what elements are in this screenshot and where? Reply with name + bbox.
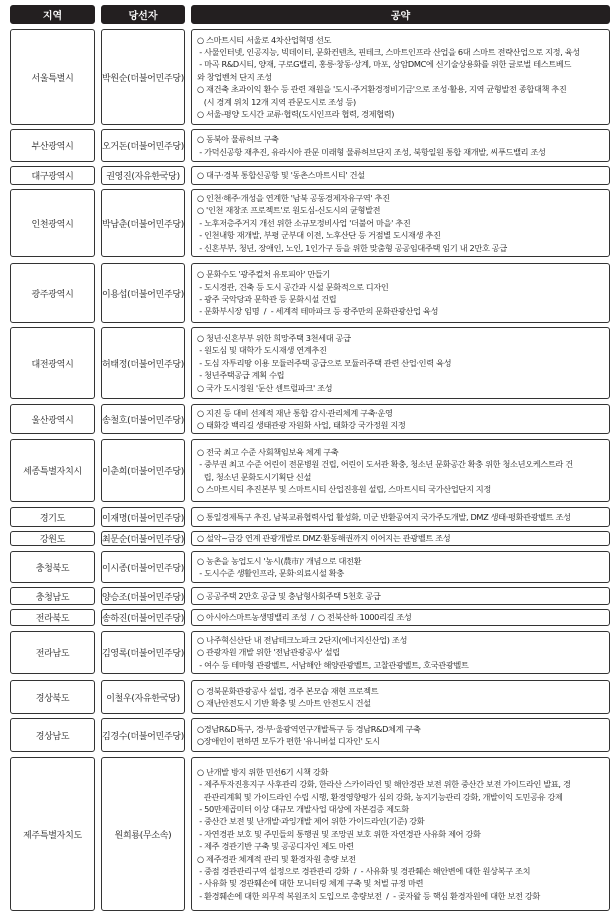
winner-cell: 송하진(더불어민주당) (101, 609, 185, 626)
table-row (10, 404, 610, 434)
pledge-cell (191, 166, 610, 185)
pledge-item: ○ 문화수도 '광주컬처 유토피아' 만들기 (197, 269, 330, 280)
region-cell: 충청남도 (10, 587, 95, 605)
pledge-item: ○ 통일경제특구 추진, 남북교류협력사업 활성화, 미군 반환공여지 국가주도개발, DMZ 생태·평화관광벨트 조성 (197, 511, 571, 522)
pledge-item: ○ 재난안전도시 기반 확충 및 스마트 안전도시 건설 (197, 698, 371, 708)
pledge-subitem: (시 경계 위치 12개 지역 관문도시로 조성 등) (197, 96, 356, 107)
pledge-item: ○ 제주경관 체계적 관리 및 환경자원 총량 보전 (197, 853, 356, 864)
pledge-cell (191, 327, 610, 399)
table-row (10, 439, 610, 502)
winner-cell: 김경수(더불어민주당) (101, 718, 185, 752)
header-pledges: 공약 (191, 5, 610, 24)
pledge-subitem: - 제주 경관기반 구축 및 공공디자인 제도 마련 (197, 841, 354, 852)
pledge-item: ○ 경북문화관광공사 설립, 경주 본모습 재현 프로젝트 (197, 685, 379, 696)
pledge-subitem: - 광주 국악당과 문학관 등 문화시설 건립 (197, 294, 337, 304)
pledge-cell (191, 680, 610, 714)
winner-cell: 이춘희(더불어민주당) (101, 439, 185, 502)
table-row (10, 327, 610, 399)
region-cell: 대전광역시 (10, 327, 95, 399)
pledge-subitem: - 중부권 최고 수준 어린이 전문병원 건립, 어린이 도서관 확충, 청소년 문화공간 확충 위한 청소년오케스트라 건 (197, 459, 573, 470)
region-cell: 경기도 (10, 507, 95, 527)
pledge-cell (191, 609, 610, 626)
pledge-subitem: - 노후저층주거지 개선 위한 소규모정비사업 '더불어 마을' 추진 (197, 217, 411, 228)
winner-cell: 박원순(더불어민주당) (101, 29, 185, 125)
table-row (10, 757, 610, 911)
pledge-item: ○ 서울-평양 도시간 교류·협력(도시인프라 협력, 경제협력) (197, 109, 395, 120)
winner-cell: 이용섭(더불어민주당) (101, 263, 185, 323)
region-cell: 경상남도 (10, 718, 95, 752)
pledge-cell (191, 29, 610, 125)
region-cell: 서울특별시 (10, 29, 95, 125)
pledge-item: ○ 농촌을 농업도시 '농시(農市)' 개념으로 대전환 (197, 555, 362, 566)
table-row (10, 609, 610, 626)
table-row (10, 166, 610, 185)
pledge-cell (191, 757, 610, 911)
region-cell: 광주광역시 (10, 263, 95, 323)
region-cell: 경상북도 (10, 680, 95, 714)
pledge-subitem: - 청년주택공급 계획 수립 (197, 370, 285, 381)
pledge-item: ○경남R&D특구, 경·부·울광역연구개발특구 등 경남R&D체계 구축 (197, 723, 421, 734)
table-row (10, 551, 610, 583)
winner-cell: 최문순(더불어민주당) (101, 531, 185, 546)
pledge-subitem: - 도시수준 생활인프라, 문화·의료시설 확충 (197, 568, 344, 578)
pledge-item: ○ 재건축 초과이익 환수 등 관련 재원을 '도시·주거환경정비기금'으로 조성·활용, 지역 균형발전 종합대책 추진 (197, 84, 567, 95)
pledge-cell (191, 263, 610, 323)
region-cell: 울산광역시 (10, 404, 95, 434)
winner-cell: 박남춘(더불어민주당) (101, 189, 185, 257)
pledge-cell (191, 129, 610, 162)
pledge-subitem: - 문화부시장 임명 / - 세계적 테마파크 등 광주만의 문화관광산업 육성 (197, 306, 438, 317)
pledge-subitem: - 중산간 보전 및 난개발·과잉개발 제어 위한 가이드라인(기준) 강화 (197, 816, 425, 827)
header-winner: 당선자 (101, 5, 185, 24)
region-cell: 부산광역시 (10, 129, 95, 162)
winner-cell: 송철호(더불어민주당) (101, 404, 185, 434)
pledge-item: ○ 나주혁신산단 내 전남테크노파크 2단지(에너지신산업) 조성 (197, 634, 408, 645)
pledge-item: ○ 스마트시티 서울로 4차산업혁명 선도 (197, 34, 332, 45)
winner-cell: 이재명(더불어민주당) (101, 507, 185, 527)
pledge-cell (191, 404, 610, 434)
table-row (10, 129, 610, 162)
pledge-item: ○장애인이 편하면 모두가 편한 '유니버설 디자인' 도시 (197, 736, 380, 746)
pledge-cell (191, 507, 610, 527)
pledge-item: ○ 국가 도시정원 '둔산 센트럴파크' 조성 (197, 382, 333, 393)
winner-cell: 김영록(더불어민주당) (101, 631, 185, 674)
pledge-subitem: - 신혼부부, 청년, 장애인, 노인, 1인가구 등을 위한 맞춤형 공공임대주택 임기 내 2만호 공급 (197, 242, 507, 253)
pledge-subitem: - 도시경관, 건축 등 도시 공간과 시설 문화적으로 디자인 (197, 281, 389, 292)
pledge-subitem: - 여수 등 테마형 관광벨트, 서남해안 해양관광벨트, 고찰관광벨트, 호국관광벨트 (197, 659, 469, 670)
pledge-item: ○ 관광자원 개발 위한 '전남관광공사' 설립 (197, 647, 340, 658)
pledge-subitem: - 제주투자진흥지구 사후관리 강화, 한라산 스카이라인 및 해안경관 보전 위한 중산간 보전 가이드라인 발표, 경 (197, 779, 571, 790)
pledge-item: ○ 동북아 물류허브 구축 (197, 134, 279, 145)
pledge-subitem: 와 창업벤처 단지 조성 (197, 71, 272, 82)
winner-cell: 원희룡(무소속) (101, 757, 185, 911)
winner-cell: 양승조(더불어민주당) (101, 587, 185, 605)
table-row (10, 680, 610, 714)
pledge-item: ○ 전국 최고 수준 사회책임보육 체계 구축 (197, 446, 339, 457)
pledge-item: ○ 아시아스마트농생명밸리 조성 / ○ 전북산하 1000리길 조성 (197, 612, 412, 623)
region-cell: 제주특별자치도 (10, 757, 95, 911)
winner-cell: 허태정(더불어민주당) (101, 327, 185, 399)
pledge-cell (191, 551, 610, 583)
pledge-subitem: - 50만제곱미터 이상 대규모 개발사업 대상에 자본검증 제도화 (197, 803, 409, 814)
pledge-cell (191, 439, 610, 502)
table-row (10, 263, 610, 323)
region-cell: 강원도 (10, 531, 95, 546)
pledge-item: ○ 공공주택 2만호 공급 및 충남형사회주택 5천호 공급 (197, 590, 381, 601)
pledge-item: ○ '인천 재창조 프로젝트'로 원도심-신도시의 균형발전 (197, 205, 381, 216)
pledge-subitem: - 원도심 및 대학가 도시재생 연계추진 (197, 345, 327, 356)
pledge-cell (191, 189, 610, 257)
table-row (10, 507, 610, 527)
pledge-item: ○ 인천·해주·개성을 연계한 '남북 공동경제자유구역' 추진 (197, 192, 390, 203)
pledge-subitem: - 도심 자투리땅 이용 모듈러주택 공급으로 모듈러주택 관련 산업·인력 육성 (197, 357, 452, 368)
region-cell: 인천광역시 (10, 189, 95, 257)
pledge-cell (191, 631, 610, 674)
pledge-subitem: - 자연경관 보호 및 주민들의 통행권 및 조망권 보호 위한 자연경관 사유화 제어 강화 (197, 828, 481, 839)
pledge-subitem: 립, 청소년 문화도시기획단 신설 (197, 471, 312, 482)
region-cell: 대구광역시 (10, 166, 95, 185)
pledge-subitem: - 사물인터넷, 인공지능, 빅데이터, 문화컨텐츠, 핀테크, 스마트인프라 산업을 6대 스마트 전략산업으로 지정, 육성 (197, 46, 580, 57)
table-row (10, 718, 610, 752)
pledge-subitem: 관관리계획 및 가이드라인 수립 시행, 환경영향평가 심의 강화, 농지기능관리 강화, 개발이익 도민공유 강제 (197, 791, 563, 802)
table-row (10, 189, 610, 257)
pledge-cell (191, 587, 610, 605)
pledge-item: ○ 난개발 방지 위한 민선6기 시책 강화 (197, 766, 328, 777)
winner-cell: 권영진(자유한국당) (101, 166, 185, 185)
pledge-subitem: - 인천내항 재개발, 부평 군부대 이전, 노후산단 등 거점별 도시재생 추진 (197, 230, 441, 241)
region-cell: 세종특별자치시 (10, 439, 95, 502)
winner-cell: 이시종(더불어민주당) (101, 551, 185, 583)
pledge-subitem: - 사유화 및 경관훼손에 대한 모니터링 체계 구축 및 처벌 규정 마련 (197, 878, 424, 889)
pledge-item: ○ 설악~금강 연계 관광개발로 DMZ·환동해권까지 이어지는 관광벨트 조성 (197, 533, 451, 544)
region-cell: 전라북도 (10, 609, 95, 626)
pledge-item: ○ 태화강 백리길 생태관광 자원화 사업, 태화강 국가정원 지정 (197, 420, 406, 430)
pledge-item: ○ 대구·경북 통합신공항 및 '동촌스마트시티' 건설 (197, 170, 365, 181)
pledge-item: ○ 스마트시티 추진본부 및 스마트시티 산업진흥원 설립, 스마트시티 국가산업단지 지정 (197, 483, 491, 494)
pledge-item: ○ 지진 등 대비 선제적 재난 통합 감시·관리체계 구축·운영 (197, 407, 393, 418)
pledge-item: ○ 청년·신혼부부 위한 희망주택 3천세대 공급 (197, 332, 351, 343)
region-cell: 충청북도 (10, 551, 95, 583)
pledge-subitem: - 중점 경관관리구역 설정으로 경관관리 강화 / - 사유화 및 경관훼손 해안변에 대한 원상복구 조치 (197, 866, 531, 877)
pledge-subitem: - 가덕신공항 재추진, 유라시아 관문 미래형 물류허브단지 조성, 북항일원 통합 재개발, 씨푸드밸리 조성 (197, 146, 546, 157)
winner-cell: 오거돈(더불어민주당) (101, 129, 185, 162)
table-row (10, 631, 610, 674)
region-cell: 전라남도 (10, 631, 95, 674)
header-region: 지역 (10, 5, 95, 24)
table-row (10, 29, 610, 125)
table-row (10, 587, 610, 605)
pledge-subitem: - 마곡 R&D시티, 양재, 구로G밸리, 홍릉·창동·상계, 마포, 상암DMC에 신기술상용화를 위한 글로벌 테스트베드 (197, 59, 572, 70)
pledge-subitem: - 환경훼손에 대한 의무적 복원조치 도입으로 총량보전 / - 곶자왈 등 핵심 환경자원에 대한 보전 강화 (197, 890, 540, 901)
table-row (10, 531, 610, 546)
pledge-cell (191, 531, 610, 546)
pledge-cell (191, 718, 610, 752)
table-header (10, 5, 610, 24)
winner-cell: 이철우(자유한국당) (101, 680, 185, 714)
